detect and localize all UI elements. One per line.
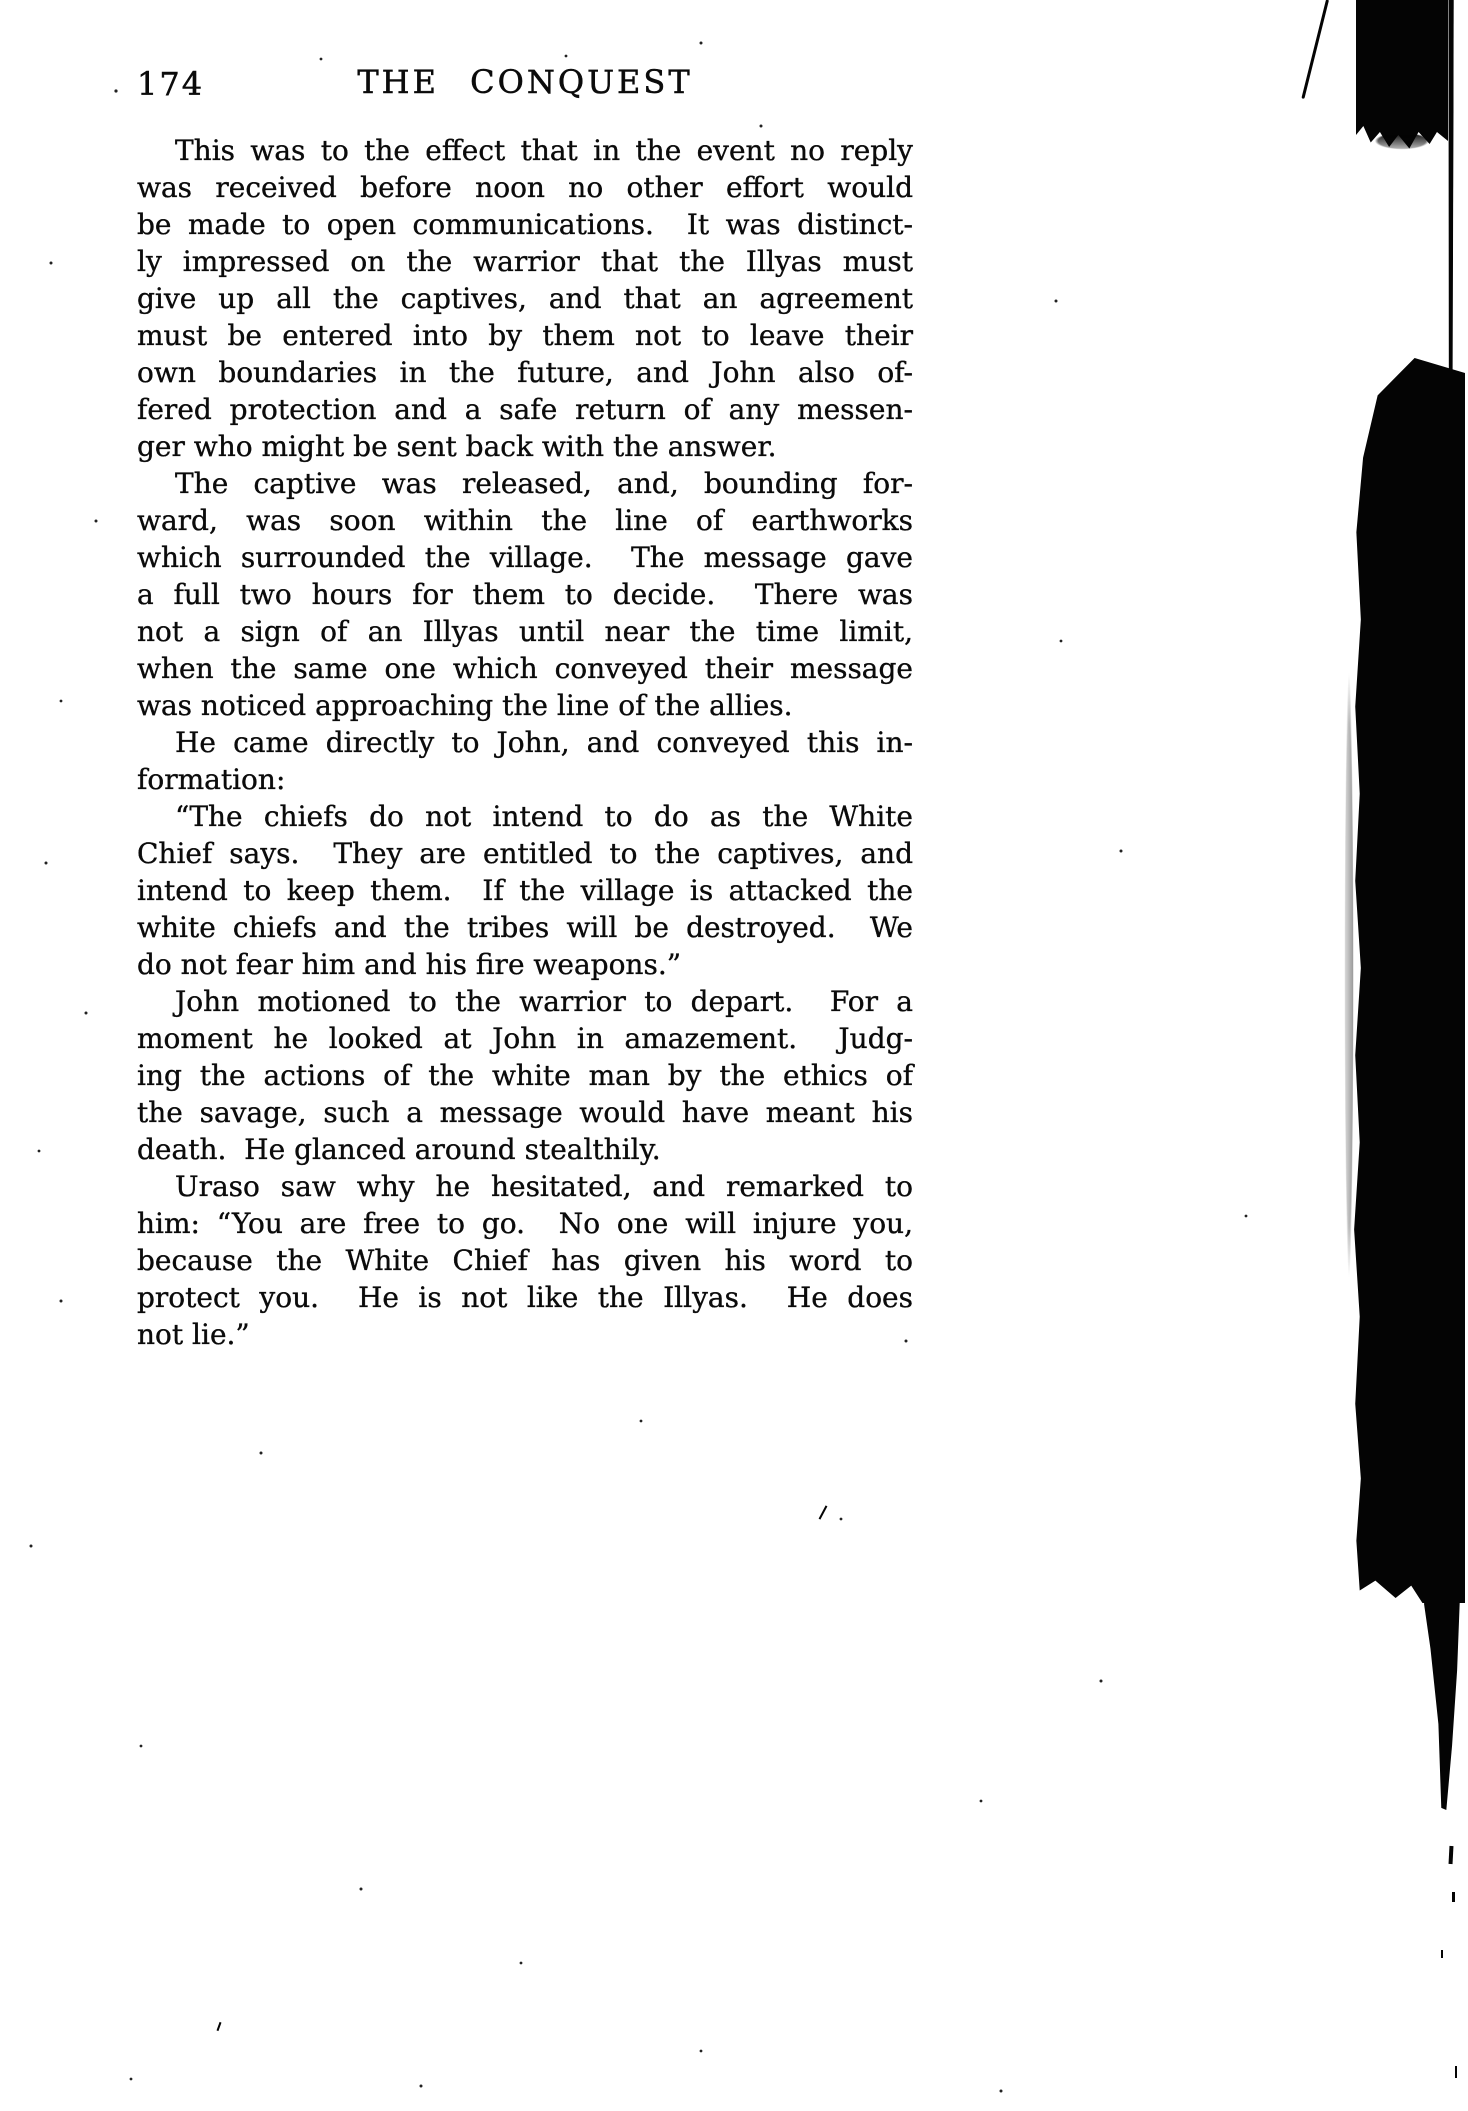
text-line: ly impressed on the warrior that the Illyas must [137, 245, 913, 278]
text-line: moment he looked at John in amazement. Judg- [137, 1022, 913, 1055]
scan-speck [1455, 2066, 1457, 2078]
text-line: must be entered into by them not to leave their [137, 319, 913, 352]
text-line: a full two hours for them to decide. There was [137, 578, 913, 611]
scan-speck [1452, 1892, 1455, 1902]
text-line: Chief says. They are entitled to the captives, and [137, 837, 913, 870]
text-line: the savage, such a message would have meant his [137, 1096, 913, 1129]
text-line: The captive was released, and, bounding for- [175, 467, 913, 500]
text-line: him: “You are free to go. No one will injure you, [137, 1207, 913, 1240]
text-line: ing the actions of the white man by the ethics of [137, 1059, 913, 1092]
text-line: do not fear him and his fire weapons.” [137, 948, 682, 981]
page-header [137, 63, 913, 109]
text-line: own boundaries in the future, and John also of- [137, 356, 913, 389]
text-line: John motioned to the warrior to depart. For a [175, 985, 913, 1018]
text-line: was received before noon no other effort would [137, 171, 913, 204]
text-line: intend to keep them. If the village is attacked the [137, 874, 913, 907]
scan-blob-spray [1354, 126, 1450, 156]
text-line: when the same one which conveyed their message [137, 652, 913, 685]
text-line: “The chiefs do not intend to do as the White [175, 800, 913, 833]
scan-band-spray [1340, 380, 1358, 1570]
text-line: protect you. He is not like the Illyas. He does [137, 1281, 913, 1314]
text-line: death. He glanced around stealthily. [137, 1133, 661, 1166]
text-line: ward, was soon within the line of earthworks [137, 504, 913, 537]
scan-speck [819, 1505, 828, 1519]
text-line: not a sign of an Illyas until near the time limit, [137, 615, 913, 648]
text-line: be made to open communications. It was distinct- [137, 208, 913, 241]
text-line: was noticed approaching the line of the allies. [137, 689, 793, 722]
scan-speck [217, 2022, 222, 2031]
text-line: give up all the captives, and that an agreement [137, 282, 913, 315]
text-line: formation: [137, 763, 286, 796]
scan-noise [0, 0, 2, 2]
text-line: This was to the effect that in the event no reply [175, 134, 913, 167]
page-number: 174 [137, 65, 205, 103]
running-title: THE CONQUEST [357, 63, 693, 101]
text-line: ger who might be sent back with the answer. [137, 430, 777, 463]
scan-hairline [1301, 0, 1329, 99]
text-line: He came directly to John, and conveyed this in- [175, 726, 913, 759]
scan-streak [1424, 1595, 1460, 1810]
text-line: Uraso saw why he hesitated, and remarked to [175, 1170, 913, 1203]
text-line: not lie.” [137, 1318, 250, 1351]
scan-speck [1449, 1846, 1454, 1864]
body-text [137, 132, 913, 1353]
text-line: fered protection and a safe return of any messen- [137, 393, 913, 426]
scan-speck [1441, 1950, 1443, 1958]
text-line: because the White Chief has given his word to [137, 1244, 913, 1277]
text-line: white chiefs and the tribes will be destroyed. We [137, 911, 913, 944]
text-line: which surrounded the village. The message gave [137, 541, 913, 574]
